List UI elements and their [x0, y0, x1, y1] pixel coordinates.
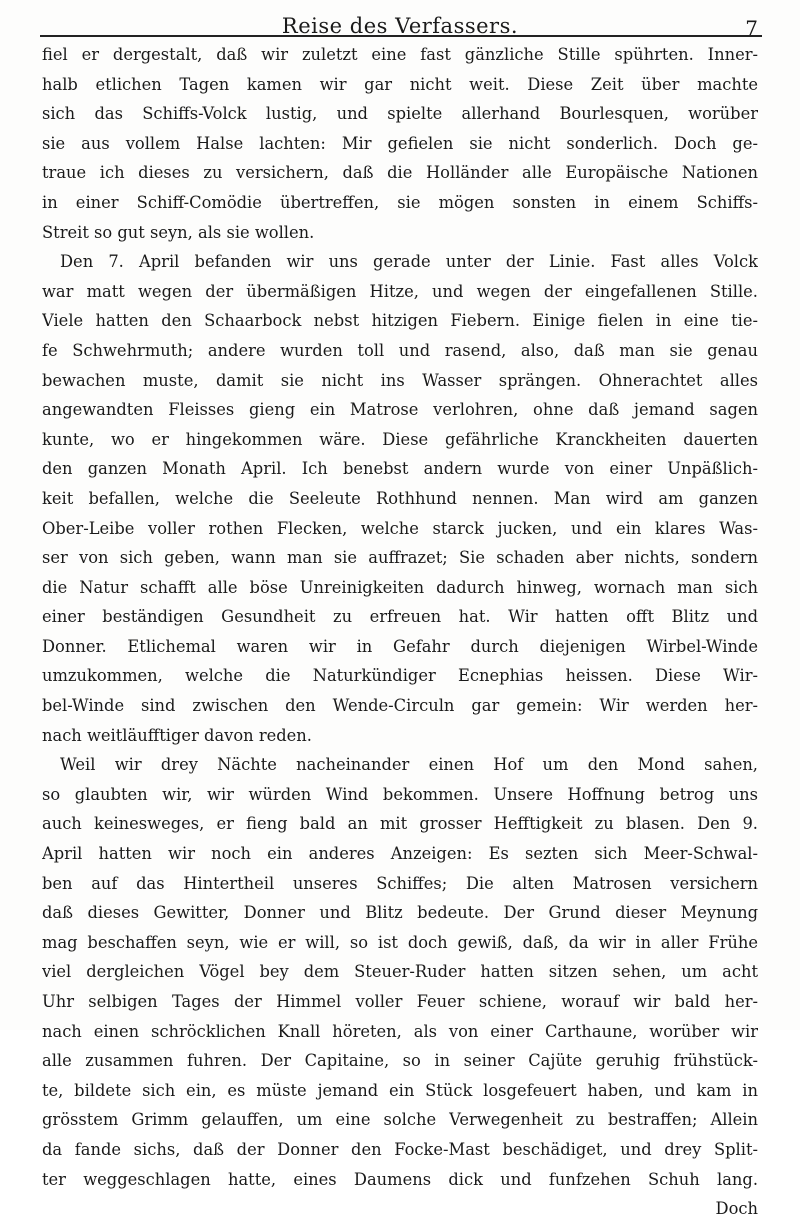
- text-line: viel dergleichen Vögel bey dem Steuer-Ruder hatten sitzen sehen, um acht: [42, 962, 758, 982]
- header-rule: [40, 35, 762, 37]
- text-line: angewandten Fleisses gieng ein Matrose verlohren, ohne daß jemand sagen: [42, 400, 758, 420]
- text-line: April hatten wir noch ein anderes Anzeigen: Es sezten sich Meer-Schwal-: [42, 844, 758, 864]
- text-line: die Natur schafft alle böse Unreinigkeiten dadurch hinweg, wornach man sich: [42, 577, 758, 597]
- text-line: war matt wegen der übermäßigen Hitze, und wegen der eingefallenen Stille.: [42, 281, 758, 301]
- text-line: so glaubten wir, wir würden Wind bekommen. Unsere Hoffnung betrog uns: [42, 784, 758, 804]
- text-line: ser von sich geben, wann man sie auffrazet; Sie schaden aber nichts, sondern: [42, 548, 758, 568]
- text-line: traue ich dieses zu versichern, daß die Holländer alle Europäische Nationen: [42, 163, 758, 183]
- text-line: te, bildete sich ein, es müste jemand ein Stück losgefeuert haben, und kam in: [42, 1080, 758, 1100]
- text-line: fe Schwehrmuth; andere wurden toll und rasend, also, daß man sie genau: [42, 340, 758, 360]
- text-line: einer beständigen Gesundheit zu erfreuen hat. Wir hatten offt Blitz und: [42, 607, 758, 627]
- text-line: keit befallen, welche die Seeleute Rothhund nennen. Man wird am ganzen: [42, 488, 758, 508]
- text-line: grösstem Grimm gelauffen, um eine solche Verwegenheit zu bestraffen; Allein: [42, 1110, 758, 1130]
- text-line: da fande sichs, daß der Donner den Focke-Mast beschädiget, und drey Split-: [42, 1139, 758, 1159]
- paragraph-start-line: Weil wir drey Nächte nacheinander einen Hof um den Mond sahen,: [60, 755, 758, 775]
- text-line: auch keinesweges, er fieng bald an mit grosser Hefftigkeit zu blasen. Den 9.: [42, 814, 758, 834]
- text-line: nach einen schröcklichen Knall höreten, als von einer Carthaune, worüber wir: [42, 1021, 758, 1041]
- body-text: [42, 40, 758, 1224]
- page-number: 7: [745, 16, 758, 40]
- running-head: Reise des Verfassers.: [281, 14, 519, 38]
- text-line: in einer Schiff-Comödie übertreffen, sie mögen sonsten in einem Schiffs-: [42, 192, 758, 212]
- text-line: nach weitläufftiger davon reden.: [42, 725, 312, 745]
- text-line: sie aus vollem Halse lachten: Mir gefielen sie nicht sonderlich. Doch ge-: [42, 133, 758, 153]
- text-line: den ganzen Monath April. Ich benebst andern wurde von einer Unpäßlich-: [42, 459, 758, 479]
- text-line: Donner. Etlichemal waren wir in Gefahr durch diejenigen Wirbel-Winde: [42, 636, 758, 656]
- text-line: umzukommen, welche die Naturkündiger Ecnephias heissen. Diese Wir-: [42, 666, 758, 686]
- text-line: mag beschaffen seyn, wie er will, so ist doch gewiß, daß, da wir in aller Frühe: [42, 932, 758, 952]
- text-line: Uhr selbigen Tages der Himmel voller Feuer schiene, worauf wir bald her-: [42, 992, 758, 1011]
- text-line: alle zusammen fuhren. Der Capitaine, so in seiner Cajüte geruhig frühstück-: [42, 1051, 758, 1071]
- text-line: sich das Schiffs-Volck lustig, und spielte allerhand Bourlesquen, worüber: [42, 104, 758, 124]
- text-line: daß dieses Gewitter, Donner und Blitz bedeute. Der Grund dieser Meynung: [42, 903, 758, 923]
- catchword: Doch: [715, 1199, 758, 1219]
- text-line: Viele hatten den Schaarbock nebst hitzigen Fiebern. Einige fielen in eine tie-: [42, 311, 758, 331]
- text-line: halb etlichen Tagen kamen wir gar nicht weit. Diese Zeit über machte: [42, 74, 758, 94]
- text-line: bewachen muste, damit sie nicht ins Wasser sprängen. Ohnerachtet alles: [42, 370, 758, 390]
- text-line: Ober-Leibe voller rothen Flecken, welche starck jucken, und ein klares Was-: [42, 518, 758, 538]
- paragraph-start-line: Den 7. April befanden wir uns gerade unter der Linie. Fast alles Volck: [60, 252, 758, 272]
- text-line: ben auf das Hintertheil unseres Schiffes; Die alten Matrosen versichern: [42, 873, 758, 893]
- text-line: bel-Winde sind zwischen den Wende-Circuln gar gemein: Wir werden her-: [42, 696, 758, 716]
- text-line: fiel er dergestalt, daß wir zuletzt eine fast gänzliche Stille spührten. Inner-: [42, 45, 758, 64]
- text-line: Streit so gut seyn, als sie wollen.: [42, 222, 315, 242]
- text-line: kunte, wo er hingekommen wäre. Diese gefährliche Kranckheiten dauerten: [42, 429, 758, 449]
- text-line: ter weggeschlagen hatte, eines Daumens dick und funfzehen Schuh lang.: [42, 1169, 758, 1189]
